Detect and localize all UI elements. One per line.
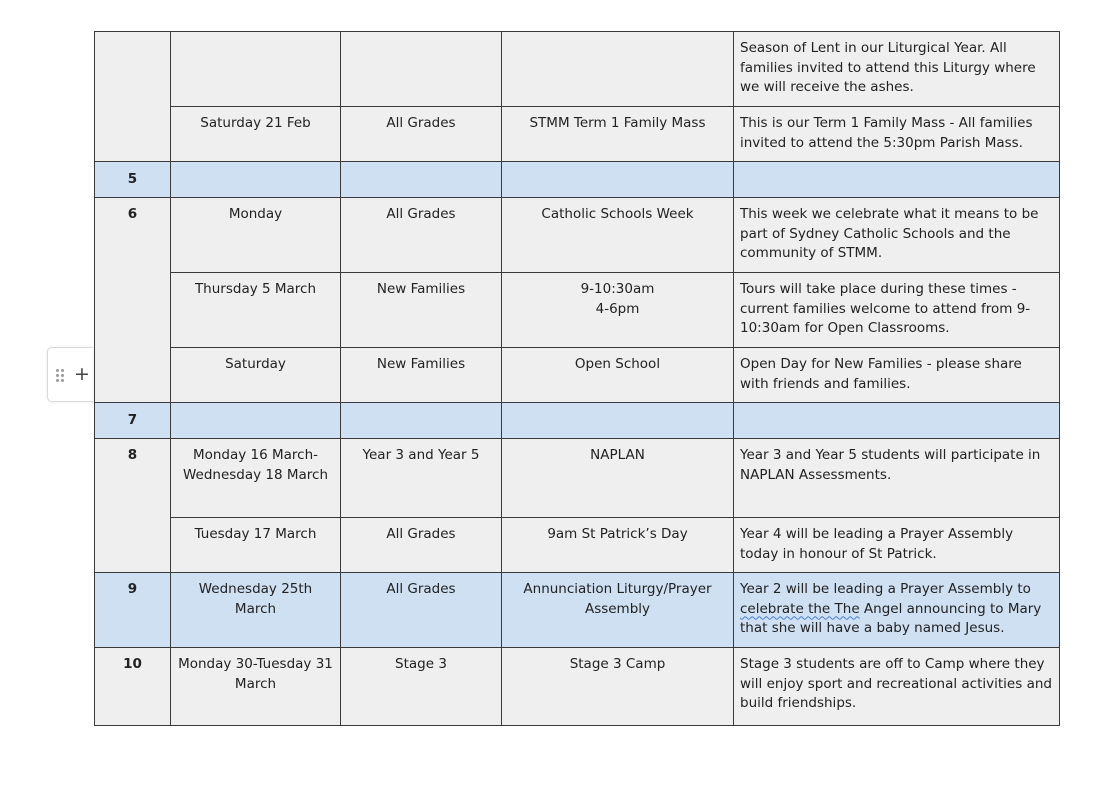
table-row [95, 198, 1060, 273]
drag-handle-icon[interactable] [56, 369, 66, 383]
event-cell[interactable] [502, 403, 734, 439]
table-row [95, 32, 1060, 107]
description-cell[interactable]: This week we celebrate what it means to be part of Sydney Catholic Schools and the community of STMM. [734, 198, 1060, 273]
week-cell[interactable]: 10 [95, 648, 171, 726]
table-row [95, 573, 1060, 648]
table-row [95, 162, 1060, 198]
description-cell[interactable]: This is our Term 1 Family Mass - All families invited to attend the 5:30pm Parish Mass. [734, 107, 1060, 162]
table-row [95, 648, 1060, 726]
description-cell[interactable]: Open Day for New Families - please share with friends and families. [734, 348, 1060, 403]
week-cell[interactable] [95, 32, 171, 162]
week-cell[interactable]: 5 [95, 162, 171, 198]
date-cell[interactable] [171, 32, 341, 107]
date-cell[interactable]: Monday [171, 198, 341, 273]
event-cell[interactable]: 9-10:30am 4-6pm [502, 273, 734, 348]
event-cell[interactable]: STMM Term 1 Family Mass [502, 107, 734, 162]
description-cell[interactable] [734, 403, 1060, 439]
row-handle[interactable] [47, 347, 93, 402]
table-row [95, 107, 1060, 162]
date-cell[interactable]: Thursday 5 March [171, 273, 341, 348]
event-cell[interactable]: 9am St Patrick’s Day [502, 518, 734, 573]
event-cell[interactable]: Annunciation Liturgy/Prayer Assembly [502, 573, 734, 648]
description-cell[interactable]: Season of Lent in our Liturgical Year. All families invited to attend this Liturgy where we will receive the ashes. [734, 32, 1060, 107]
grade-cell[interactable] [341, 403, 502, 439]
event-cell[interactable] [502, 32, 734, 107]
grade-cell[interactable] [341, 32, 502, 107]
description-cell[interactable]: Stage 3 students are off to Camp where they will enjoy sport and recreational activities and build friendships. [734, 648, 1060, 726]
date-cell[interactable] [171, 403, 341, 439]
table-row [95, 518, 1060, 573]
grade-cell[interactable]: Stage 3 [341, 648, 502, 726]
event-cell[interactable]: Stage 3 Camp [502, 648, 734, 726]
spelling-flag[interactable]: celebrate the The [740, 600, 860, 617]
date-cell[interactable]: Saturday 21 Feb [171, 107, 341, 162]
plus-icon[interactable]: + [74, 363, 90, 385]
description-cell[interactable] [734, 162, 1060, 198]
grade-cell[interactable]: New Families [341, 273, 502, 348]
grade-cell[interactable]: All Grades [341, 198, 502, 273]
table-row [95, 403, 1060, 439]
events-table [94, 31, 1060, 726]
date-cell[interactable]: Monday 30-Tuesday 31 March [171, 648, 341, 726]
date-cell[interactable]: Wednesday 25th March [171, 573, 341, 648]
grade-cell[interactable]: New Families [341, 348, 502, 403]
description-cell[interactable]: Tours will take place during these times - current families welcome to attend from 9-10:30am for Open Classrooms. [734, 273, 1060, 348]
table-row [95, 439, 1060, 518]
week-cell[interactable]: 9 [95, 573, 171, 648]
grade-cell[interactable]: All Grades [341, 573, 502, 648]
table-row [95, 273, 1060, 348]
week-cell[interactable]: 6 [95, 198, 171, 403]
table-row [95, 348, 1060, 403]
grade-cell[interactable]: Year 3 and Year 5 [341, 439, 502, 518]
week-cell[interactable]: 8 [95, 439, 171, 573]
description-cell[interactable]: Year 3 and Year 5 students will participate in NAPLAN Assessments. [734, 439, 1060, 518]
grade-cell[interactable]: All Grades [341, 107, 502, 162]
week-cell[interactable]: 7 [95, 403, 171, 439]
description-cell[interactable]: Year 4 will be leading a Prayer Assembly today in honour of St Patrick. [734, 518, 1060, 573]
grade-cell[interactable] [341, 162, 502, 198]
date-cell[interactable]: Monday 16 March-Wednesday 18 March [171, 439, 341, 518]
grade-cell[interactable]: All Grades [341, 518, 502, 573]
description-cell[interactable] [734, 573, 1060, 648]
event-cell[interactable]: Catholic Schools Week [502, 198, 734, 273]
date-cell[interactable] [171, 162, 341, 198]
event-cell[interactable]: NAPLAN [502, 439, 734, 518]
event-cell[interactable]: Open School [502, 348, 734, 403]
event-cell[interactable] [502, 162, 734, 198]
date-cell[interactable]: Saturday [171, 348, 341, 403]
description-text: Angel announcing to Mary that she will have a baby named Jesus. [740, 600, 1042, 636]
description-text: Year 2 will be leading a Prayer Assembly to [740, 581, 1031, 597]
date-cell[interactable]: Tuesday 17 March [171, 518, 341, 573]
